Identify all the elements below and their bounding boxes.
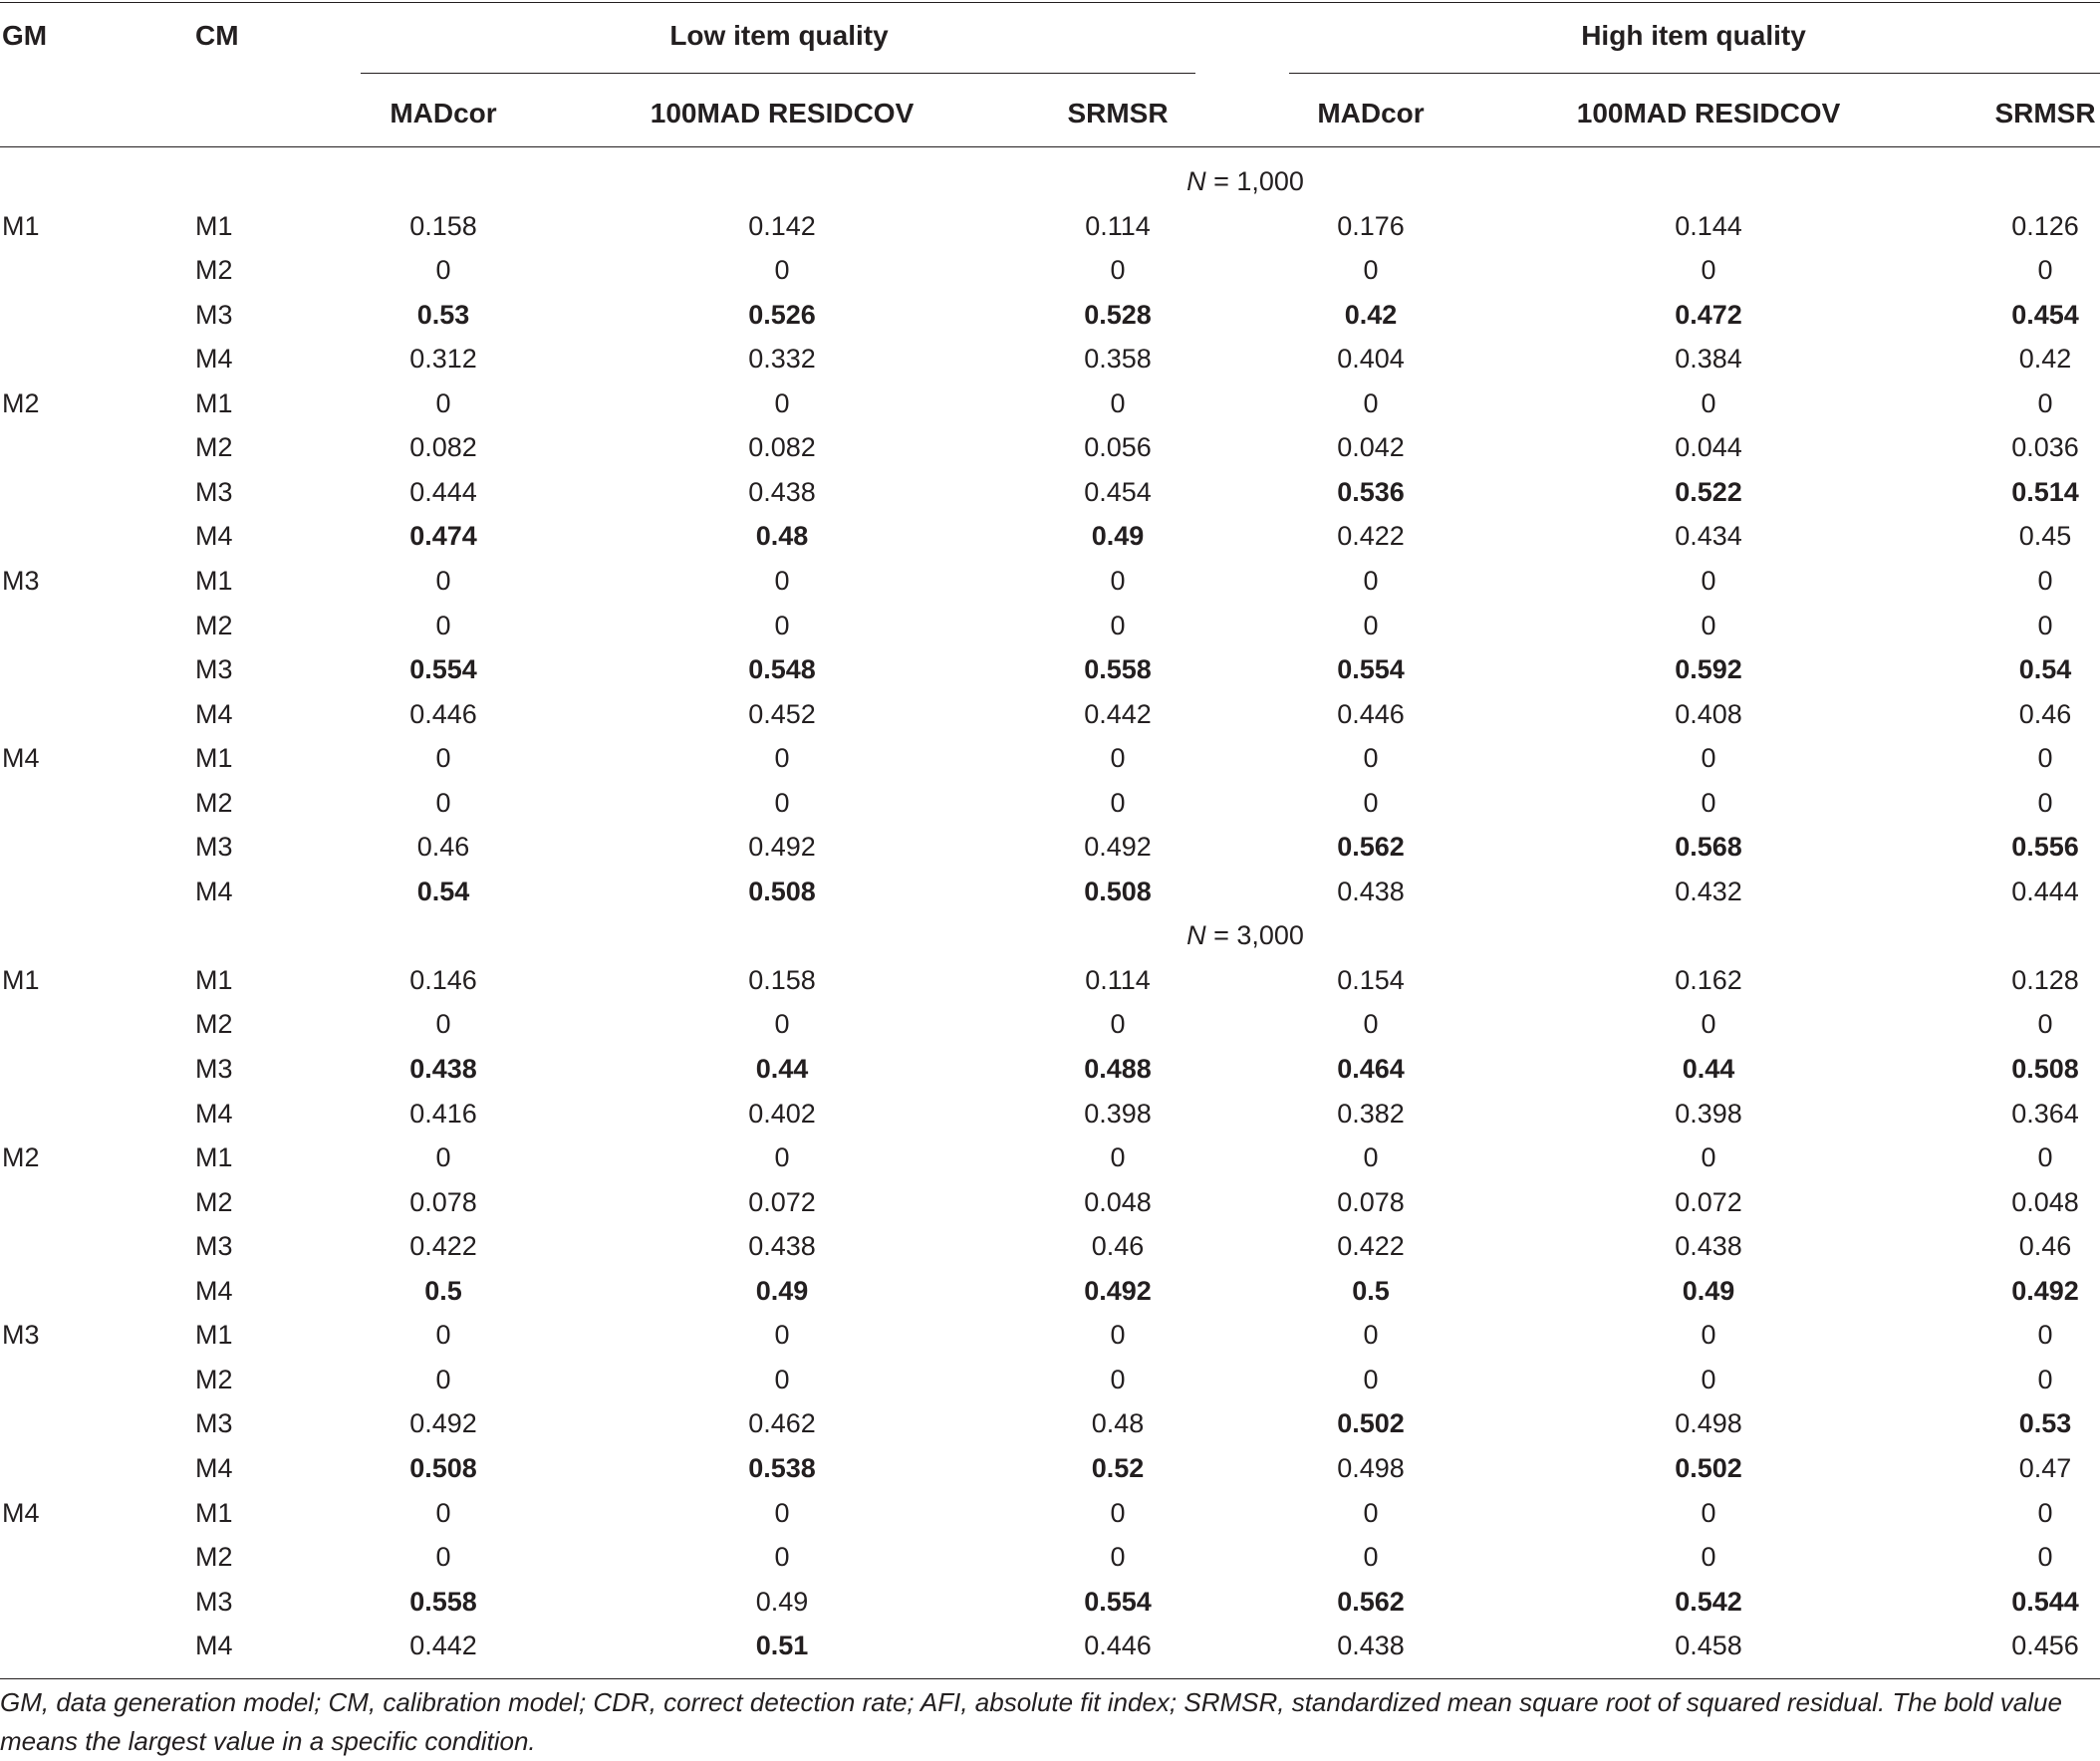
value-cell: 0.492 — [2011, 1275, 2079, 1306]
cm-cell: M4 — [195, 876, 233, 906]
value-cell: 0 — [1363, 1542, 1379, 1573]
value-cell: 0 — [774, 1142, 790, 1173]
value-cell: 0.44 — [755, 1054, 809, 1084]
value-cell: 0.502 — [1675, 1452, 1742, 1483]
cm-cell: M3 — [195, 476, 233, 507]
value-cell: 0.454 — [2011, 299, 2079, 330]
value-cell: 0 — [1110, 1497, 1126, 1528]
value-cell: 0.528 — [1084, 299, 1152, 330]
sample-size-symbol: N — [1186, 166, 1206, 196]
value-cell: 0.47 — [2018, 1452, 2072, 1483]
value-cell: 0 — [774, 787, 790, 818]
header-low-madcor: MADcor — [390, 98, 497, 128]
value-cell: 0.416 — [409, 1098, 477, 1129]
value-cell: 0 — [1110, 1320, 1126, 1351]
header-high-srmsr: SRMSR — [1994, 98, 2096, 128]
value-cell: 0.128 — [2011, 964, 2079, 995]
value-cell: 0 — [2037, 743, 2053, 774]
value-cell: 0 — [1363, 1142, 1379, 1173]
gm-cell: M4 — [2, 1497, 40, 1528]
value-cell: 0.398 — [1675, 1098, 1742, 1129]
cm-cell: M3 — [195, 1408, 233, 1439]
value-cell: 0.498 — [1675, 1408, 1742, 1439]
value-cell: 0.442 — [409, 1631, 477, 1661]
value-cell: 0.48 — [1091, 1408, 1145, 1439]
value-cell: 0 — [774, 1009, 790, 1040]
value-cell: 0.54 — [416, 876, 470, 906]
cm-cell: M1 — [195, 743, 233, 774]
cm-cell: M3 — [195, 1054, 233, 1084]
value-cell: 0 — [2037, 565, 2053, 596]
cm-cell: M1 — [195, 565, 233, 596]
value-cell: 0.508 — [748, 876, 816, 906]
value-cell: 0 — [435, 255, 451, 286]
value-cell: 0.144 — [1675, 210, 1742, 241]
value-cell: 0 — [1701, 1320, 1716, 1351]
value-cell: 0.492 — [1084, 832, 1152, 863]
value-cell: 0.072 — [748, 1186, 816, 1217]
gm-cell: M3 — [2, 1320, 40, 1351]
gm-cell: M2 — [2, 1142, 40, 1173]
cm-cell: M4 — [195, 1098, 233, 1129]
value-cell: 0 — [1110, 743, 1126, 774]
value-cell: 0.454 — [1084, 476, 1152, 507]
sample-size-symbol: N — [1186, 920, 1206, 951]
value-cell: 0.382 — [1337, 1098, 1405, 1129]
value-cell: 0 — [2037, 1364, 2053, 1394]
value-cell: 0 — [2037, 787, 2053, 818]
sample-size-label — [1186, 159, 1304, 203]
value-cell: 0.464 — [1337, 1054, 1405, 1084]
value-cell: 0.542 — [1675, 1586, 1742, 1617]
value-cell: 0 — [774, 255, 790, 286]
cm-cell: M2 — [195, 432, 233, 463]
value-cell: 0 — [774, 610, 790, 640]
value-cell: 0 — [1363, 787, 1379, 818]
cm-cell: M4 — [195, 344, 233, 375]
gm-cell: M2 — [2, 387, 40, 418]
value-cell: 0.422 — [1337, 1231, 1405, 1262]
value-cell: 0.078 — [409, 1186, 477, 1217]
sample-size-value: = 1,000 — [1205, 166, 1304, 196]
header-low-srmsr: SRMSR — [1067, 98, 1169, 128]
value-cell: 0.358 — [1084, 344, 1152, 375]
value-cell: 0 — [435, 610, 451, 640]
header-low-item-quality: Low item quality — [669, 20, 889, 51]
cm-cell: M1 — [195, 964, 233, 995]
gm-cell: M1 — [2, 964, 40, 995]
cm-cell: M3 — [195, 832, 233, 863]
value-cell: 0.48 — [755, 521, 809, 552]
value-cell: 0.46 — [2018, 698, 2072, 729]
value-cell: 0 — [774, 1542, 790, 1573]
value-cell: 0 — [1110, 1364, 1126, 1394]
value-cell: 0.502 — [1337, 1408, 1405, 1439]
value-cell: 0.402 — [748, 1098, 816, 1129]
cm-cell: M1 — [195, 387, 233, 418]
value-cell: 0 — [1363, 1320, 1379, 1351]
value-cell: 0.146 — [409, 964, 477, 995]
header-high-item-quality: High item quality — [1581, 20, 1806, 51]
value-cell: 0.544 — [2011, 1586, 2079, 1617]
value-cell: 0 — [435, 743, 451, 774]
low-group-rule — [361, 73, 1195, 74]
cm-cell: M4 — [195, 1275, 233, 1306]
value-cell: 0 — [2037, 387, 2053, 418]
cm-cell: M3 — [195, 1586, 233, 1617]
value-cell: 0.53 — [2018, 1408, 2072, 1439]
header-cm: CM — [195, 20, 239, 51]
value-cell: 0.462 — [748, 1408, 816, 1439]
value-cell: 0.458 — [1675, 1631, 1742, 1661]
sample-size-value: = 3,000 — [1205, 920, 1304, 951]
value-cell: 0.536 — [1337, 476, 1405, 507]
bottom-rule — [0, 1678, 2100, 1679]
value-cell: 0 — [1110, 1142, 1126, 1173]
value-cell: 0.44 — [1682, 1054, 1735, 1084]
value-cell: 0 — [774, 1497, 790, 1528]
value-cell: 0 — [435, 1497, 451, 1528]
value-cell: 0.514 — [2011, 476, 2079, 507]
value-cell: 0 — [1701, 1364, 1716, 1394]
value-cell: 0 — [1110, 610, 1126, 640]
value-cell: 0.438 — [748, 476, 816, 507]
value-cell: 0.488 — [1084, 1054, 1152, 1084]
value-cell: 0 — [435, 565, 451, 596]
sample-size-label — [1186, 913, 1304, 957]
value-cell: 0 — [1363, 1364, 1379, 1394]
table-footnote: GM, data generation model; CM, calibration model; CDR, correct detection rate; AFI, absolute fit index; SRMSR, standardized mean square root of squared residual. The bold value means the largest value in a specific condition. — [0, 1687, 2062, 1756]
value-cell: 0 — [1701, 1497, 1716, 1528]
value-cell: 0.492 — [409, 1408, 477, 1439]
value-cell: 0.456 — [2011, 1631, 2079, 1661]
value-cell: 0.492 — [748, 832, 816, 863]
value-cell: 0.538 — [748, 1452, 816, 1483]
value-cell: 0.526 — [748, 299, 816, 330]
value-cell: 0.446 — [409, 698, 477, 729]
cm-cell: M2 — [195, 1364, 233, 1394]
value-cell: 0.042 — [1337, 432, 1405, 463]
gm-cell: M4 — [2, 743, 40, 774]
value-cell: 0.446 — [1337, 698, 1405, 729]
header-low-100mad-residcov: 100MAD RESIDCOV — [650, 98, 915, 128]
value-cell: 0.474 — [409, 521, 477, 552]
value-cell: 0 — [1701, 565, 1716, 596]
value-cell: 0.438 — [748, 1231, 816, 1262]
value-cell: 0.568 — [1675, 832, 1742, 863]
value-cell: 0 — [435, 787, 451, 818]
value-cell: 0.46 — [1091, 1231, 1145, 1262]
value-cell: 0 — [1701, 255, 1716, 286]
value-cell: 0.558 — [409, 1586, 477, 1617]
value-cell: 0.434 — [1675, 521, 1742, 552]
value-cell: 0.312 — [409, 344, 477, 375]
value-cell: 0.364 — [2011, 1098, 2079, 1129]
value-cell: 0.554 — [1337, 654, 1405, 685]
value-cell: 0.492 — [1084, 1275, 1152, 1306]
cm-cell: M4 — [195, 1452, 233, 1483]
cm-cell: M1 — [195, 1497, 233, 1528]
header-high-madcor: MADcor — [1317, 98, 1425, 128]
value-cell: 0.408 — [1675, 698, 1742, 729]
value-cell: 0.444 — [409, 476, 477, 507]
value-cell: 0.048 — [2011, 1186, 2079, 1217]
value-cell: 0.592 — [1675, 654, 1742, 685]
value-cell: 0 — [1363, 1497, 1379, 1528]
value-cell: 0.056 — [1084, 432, 1152, 463]
value-cell: 0.452 — [748, 698, 816, 729]
value-cell: 0.49 — [1682, 1275, 1735, 1306]
value-cell: 0.498 — [1337, 1452, 1405, 1483]
value-cell: 0.49 — [755, 1275, 809, 1306]
value-cell: 0 — [435, 1142, 451, 1173]
value-cell: 0.072 — [1675, 1186, 1742, 1217]
value-cell: 0 — [774, 1364, 790, 1394]
value-cell: 0.562 — [1337, 1586, 1405, 1617]
value-cell: 0.508 — [1084, 876, 1152, 906]
value-cell: 0 — [2037, 1320, 2053, 1351]
value-cell: 0.158 — [748, 964, 816, 995]
value-cell: 0.432 — [1675, 876, 1742, 906]
value-cell: 0 — [1701, 787, 1716, 818]
cm-cell: M4 — [195, 1631, 233, 1661]
value-cell: 0.422 — [1337, 521, 1405, 552]
value-cell: 0.49 — [1091, 521, 1145, 552]
value-cell: 0 — [1363, 255, 1379, 286]
value-cell: 0.51 — [755, 1631, 809, 1661]
value-cell: 0.114 — [1085, 964, 1151, 995]
value-cell: 0.158 — [409, 210, 477, 241]
cm-cell: M3 — [195, 299, 233, 330]
value-cell: 0.508 — [409, 1452, 477, 1483]
value-cell: 0.42 — [2018, 344, 2072, 375]
value-cell: 0.036 — [2011, 432, 2079, 463]
value-cell: 0 — [435, 387, 451, 418]
top-rule — [0, 2, 2100, 3]
header-gm: GM — [2, 20, 48, 51]
value-cell: 0.522 — [1675, 476, 1742, 507]
value-cell: 0.5 — [1352, 1275, 1390, 1306]
value-cell: 0.46 — [416, 832, 470, 863]
cm-cell: M3 — [195, 1231, 233, 1262]
value-cell: 0 — [1701, 1542, 1716, 1573]
header-rule — [0, 146, 2100, 147]
value-cell: 0.082 — [748, 432, 816, 463]
value-cell: 0.044 — [1675, 432, 1742, 463]
value-cell: 0.554 — [1084, 1586, 1152, 1617]
value-cell: 0 — [1363, 610, 1379, 640]
value-cell: 0 — [435, 1364, 451, 1394]
value-cell: 0.082 — [409, 432, 477, 463]
value-cell: 0 — [774, 387, 790, 418]
value-cell: 0.048 — [1084, 1186, 1152, 1217]
cm-cell: M1 — [195, 1320, 233, 1351]
cm-cell: M2 — [195, 1186, 233, 1217]
value-cell: 0 — [435, 1320, 451, 1351]
cm-cell: M4 — [195, 521, 233, 552]
gm-cell: M3 — [2, 565, 40, 596]
value-cell: 0.438 — [1337, 1631, 1405, 1661]
value-cell: 0.558 — [1084, 654, 1152, 685]
value-cell: 0.442 — [1084, 698, 1152, 729]
cm-cell: M2 — [195, 1542, 233, 1573]
value-cell: 0.5 — [424, 1275, 462, 1306]
value-cell: 0.176 — [1337, 210, 1405, 241]
value-cell: 0.332 — [748, 344, 816, 375]
value-cell: 0 — [1110, 1542, 1126, 1573]
value-cell: 0.398 — [1084, 1098, 1152, 1129]
cm-cell: M2 — [195, 255, 233, 286]
cm-cell: M4 — [195, 698, 233, 729]
value-cell: 0.556 — [2011, 832, 2079, 863]
value-cell: 0.154 — [1337, 964, 1405, 995]
value-cell: 0.438 — [1337, 876, 1405, 906]
value-cell: 0.404 — [1337, 344, 1405, 375]
value-cell: 0 — [1363, 1009, 1379, 1040]
value-cell: 0 — [1363, 387, 1379, 418]
value-cell: 0 — [435, 1009, 451, 1040]
value-cell: 0 — [1701, 387, 1716, 418]
value-cell: 0 — [774, 1320, 790, 1351]
value-cell: 0.54 — [2018, 654, 2072, 685]
value-cell: 0 — [1701, 610, 1716, 640]
value-cell: 0.49 — [755, 1586, 809, 1617]
value-cell: 0.554 — [409, 654, 477, 685]
value-cell: 0.45 — [2018, 521, 2072, 552]
value-cell: 0 — [2037, 255, 2053, 286]
value-cell: 0.126 — [2011, 210, 2079, 241]
value-cell: 0 — [1110, 387, 1126, 418]
value-cell: 0.46 — [2018, 1231, 2072, 1262]
value-cell: 0.422 — [409, 1231, 477, 1262]
value-cell: 0.078 — [1337, 1186, 1405, 1217]
value-cell: 0 — [2037, 1497, 2053, 1528]
value-cell: 0 — [1110, 787, 1126, 818]
gm-cell: M1 — [2, 210, 40, 241]
value-cell: 0 — [774, 743, 790, 774]
value-cell: 0.508 — [2011, 1054, 2079, 1084]
cm-cell: M2 — [195, 1009, 233, 1040]
value-cell: 0 — [774, 565, 790, 596]
value-cell: 0 — [2037, 1142, 2053, 1173]
value-cell: 0.562 — [1337, 832, 1405, 863]
value-cell: 0.53 — [416, 299, 470, 330]
value-cell: 0.444 — [2011, 876, 2079, 906]
value-cell: 0 — [1363, 565, 1379, 596]
cm-cell: M2 — [195, 787, 233, 818]
value-cell: 0 — [1363, 743, 1379, 774]
cm-cell: M1 — [195, 1142, 233, 1173]
value-cell: 0 — [1701, 1009, 1716, 1040]
value-cell: 0.438 — [1675, 1231, 1742, 1262]
value-cell: 0.52 — [1091, 1452, 1145, 1483]
value-cell: 0.384 — [1675, 344, 1742, 375]
value-cell: 0.446 — [1084, 1631, 1152, 1661]
cm-cell: M1 — [195, 210, 233, 241]
value-cell: 0 — [435, 1542, 451, 1573]
value-cell: 0 — [2037, 1009, 2053, 1040]
high-group-rule — [1289, 73, 2100, 74]
value-cell: 0 — [1110, 255, 1126, 286]
value-cell: 0.162 — [1675, 964, 1742, 995]
value-cell: 0 — [2037, 1542, 2053, 1573]
value-cell: 0.438 — [409, 1054, 477, 1084]
value-cell: 0 — [1701, 743, 1716, 774]
header-high-100mad-residcov: 100MAD RESIDCOV — [1576, 98, 1841, 128]
value-cell: 0.472 — [1675, 299, 1742, 330]
value-cell: 0 — [1701, 1142, 1716, 1173]
value-cell: 0.42 — [1344, 299, 1398, 330]
value-cell: 0 — [1110, 565, 1126, 596]
value-cell: 0 — [1110, 1009, 1126, 1040]
cm-cell: M2 — [195, 610, 233, 640]
value-cell: 0.114 — [1085, 210, 1151, 241]
value-cell: 0.142 — [748, 210, 816, 241]
value-cell: 0 — [2037, 610, 2053, 640]
cm-cell: M3 — [195, 654, 233, 685]
value-cell: 0.548 — [748, 654, 816, 685]
